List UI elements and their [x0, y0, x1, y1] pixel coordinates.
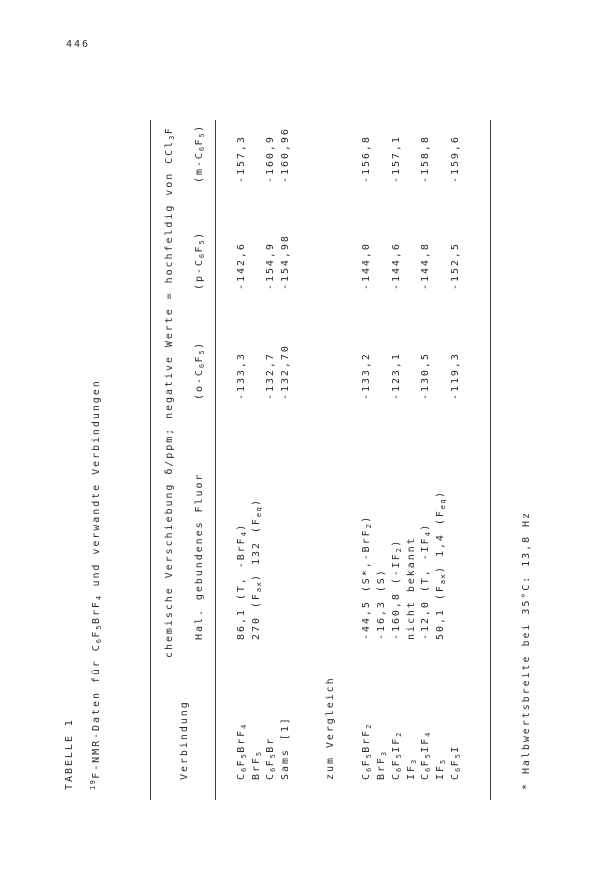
meta-cell: -159,6	[450, 135, 461, 183]
table-row	[449, 0, 463, 873]
halogen-fluorine-cell: -16,3 (S)	[376, 568, 387, 640]
halogen-fluorine-cell: 86,1 (T, -BrF$_4$)	[236, 522, 248, 640]
table-row	[405, 0, 419, 873]
halogen-fluorine-cell: nicht bekannt	[406, 536, 417, 640]
top-rule	[150, 120, 151, 800]
table-row	[279, 0, 293, 873]
table-label: TABELLE 1	[64, 718, 75, 790]
compound-cell: BrF$_3$	[376, 750, 388, 780]
table-row	[419, 0, 433, 873]
header-rule	[215, 120, 216, 800]
header-compound: Verbindung	[179, 700, 190, 780]
ortho-cell: -119,3	[450, 352, 461, 400]
para-cell: -144,6	[391, 242, 402, 290]
ortho-cell: -130,5	[420, 352, 431, 400]
ortho-cell: -133,3	[236, 352, 247, 400]
table-row	[434, 0, 448, 873]
meta-cell: -157,1	[391, 135, 402, 183]
compound-cell: $C_6F_5I$	[450, 744, 462, 780]
compound-cell: $C_6F_5BrF_4$	[236, 723, 248, 780]
ortho-cell: -132,7	[265, 352, 276, 400]
meta-cell: -160,9	[265, 135, 276, 183]
para-cell: -144,8	[420, 242, 431, 290]
compound-cell: $C_6F_5IF_4$	[420, 731, 432, 780]
compound-cell: $C_6F_5BrF_2$	[361, 723, 373, 780]
table-row	[375, 0, 389, 873]
table-row	[390, 0, 404, 873]
halogen-fluorine-cell: -44,5 (S*,-BrF$_2$)	[361, 514, 373, 640]
compound-cell: BrF$_5$	[251, 750, 263, 780]
halogen-fluorine-cell: 270 $(F_{ax})$ 132 $(F_{eq})$	[251, 497, 263, 640]
meta-cell: -158,8	[420, 135, 431, 183]
compound-cell: $C_6F_5Br$	[265, 736, 277, 780]
para-cell: -144,0	[361, 242, 372, 290]
meta-cell: -160,96	[280, 127, 291, 183]
bottom-rule	[490, 120, 491, 800]
para-cell: -142,6	[236, 242, 247, 290]
para-cell: -154,98	[280, 234, 291, 290]
table-caption: $^{19}$F-NMR-Daten für $C_6F_5BrF_4$ und verwandte Verbindungen	[89, 379, 103, 790]
table-row	[264, 0, 278, 873]
halogen-fluorine-cell: 50,1 $(F_{ax})$ 1,4 $(F_{eq})$	[435, 489, 447, 640]
table-row	[360, 0, 374, 873]
compound-cell: $C_6F_5IF_2$	[391, 731, 403, 780]
comparison-label: zum Vergleich	[325, 676, 336, 780]
compound-cell: Sams [1]	[280, 716, 291, 780]
meta-cell: -156,8	[361, 135, 372, 183]
table-row	[235, 0, 249, 873]
header-halogen-fluorine: Hal. gebundenes Fluor	[194, 472, 205, 640]
halogen-fluorine-cell: -12,0 (T, $-IF_4$)	[420, 522, 432, 640]
header-para: $(p-C_6F_5)$	[194, 230, 206, 290]
header-row	[193, 0, 207, 873]
compound-cell: $IF_5$	[435, 758, 447, 780]
halogen-fluorine-cell: -160,8 $(-IF_2)$	[391, 538, 403, 640]
ortho-cell: -133,2	[361, 352, 372, 400]
header-chemical-shift: chemische Verschiebung δ/ppm; negative Werte = hochfeldig von CCl$_3$F	[164, 126, 176, 658]
compound-cell: $IF_3$	[406, 758, 418, 780]
meta-cell: -157,3	[236, 135, 247, 183]
table-row	[250, 0, 264, 873]
header-meta: $(m-C_6F_5)$	[194, 123, 206, 183]
page-number: 446	[66, 39, 91, 50]
para-cell: -154,9	[265, 242, 276, 290]
ortho-cell: -132,70	[280, 344, 291, 400]
table-footnote: * Halbwertsbreite bei 35°C: 13,8 Hz	[521, 511, 532, 790]
ortho-cell: -123,1	[391, 352, 402, 400]
para-cell: -152,5	[450, 242, 461, 290]
header-ortho: $(o-C_6F_5)$	[194, 340, 206, 400]
